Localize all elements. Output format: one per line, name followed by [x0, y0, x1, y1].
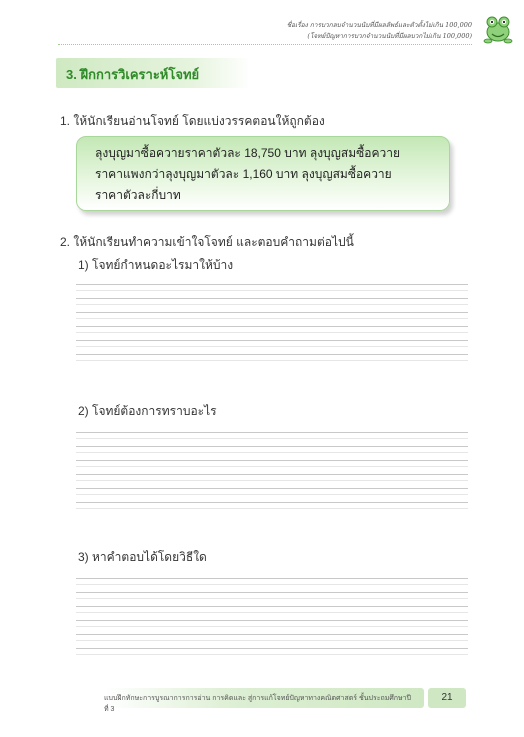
answer-line	[76, 634, 468, 635]
answer-line	[76, 438, 468, 439]
sub-question-2: 2) โจทย์ต้องการทราบอะไร	[78, 404, 217, 418]
answer-line	[76, 284, 468, 285]
sub-question-1: 1) โจทย์กำหนดอะไรมาให้บ้าง	[78, 258, 234, 272]
answer-line	[76, 332, 468, 333]
problem-line-2: ราคาแพงกว่าลุงบุญมาตัวละ 1,160 บาท ลุงบุญสมซื้อควาย	[95, 167, 392, 181]
answer-line	[76, 452, 468, 453]
answer-line	[76, 606, 468, 607]
problem-line-3: ราคาตัวละกี่บาท	[95, 188, 181, 202]
answer-lines-1[interactable]	[76, 284, 468, 364]
answer-line	[76, 648, 468, 649]
answer-line	[76, 626, 468, 627]
answer-lines-3[interactable]	[76, 578, 468, 658]
answer-line	[76, 488, 468, 489]
answer-line	[76, 298, 468, 299]
answer-line	[76, 446, 468, 447]
page-header	[287, 20, 472, 42]
question-1: 1. ให้นักเรียนอ่านโจทย์ โดยแบ่งวรรคตอนให้ถูกต้อง	[60, 114, 325, 128]
answer-line	[76, 578, 468, 579]
header-line-2: (โจทย์ปัญหาการบวกจำนวนนับที่มีผลบวกไม่เกิน 100,000)	[307, 32, 472, 40]
header-divider	[58, 44, 472, 45]
answer-line	[76, 584, 468, 585]
problem-text	[95, 143, 439, 206]
footer-text: แบบฝึกทักษะการบูรณาการการอ่าน การคิดและ สู่การแก้โจทย์ปัญหาทางคณิตศาสตร์ ชั้นประถมศึกษาปีที่ 3	[104, 695, 411, 713]
header-line-1: ชื่อเรื่อง การบวกลบจำนวนนับที่มีผลลัพธ์และตัวตั้งไม่เกิน 100,000	[286, 21, 472, 29]
problem-box	[76, 136, 450, 211]
answer-line	[76, 304, 468, 305]
answer-line	[76, 654, 468, 655]
answer-lines-2[interactable]	[76, 432, 468, 512]
question-2: 2. ให้นักเรียนทำความเข้าใจโจทย์ และตอบคำถามต่อไปนี้	[60, 235, 354, 249]
answer-line	[76, 432, 468, 433]
answer-line	[76, 494, 468, 495]
answer-line	[76, 474, 468, 475]
footer-bar	[104, 688, 424, 713]
answer-line	[76, 312, 468, 313]
answer-line	[76, 326, 468, 327]
answer-line	[76, 598, 468, 599]
frog-mascot-icon	[480, 12, 516, 46]
answer-line	[76, 290, 468, 291]
answer-line	[76, 508, 468, 509]
answer-line	[76, 346, 468, 347]
answer-line	[76, 612, 468, 613]
answer-line	[76, 640, 468, 641]
page-number: 21	[428, 688, 466, 708]
section-title: 3. ฝึกการวิเคราะห์โจทย์	[66, 67, 200, 82]
answer-line	[76, 592, 468, 593]
answer-line	[76, 480, 468, 481]
answer-line	[76, 354, 468, 355]
answer-line	[76, 460, 468, 461]
answer-line	[76, 340, 468, 341]
problem-line-1: ลุงบุญมาซื้อควายราคาตัวละ 18,750 บาท ลุงบุญสมซื้อควาย	[95, 146, 401, 160]
answer-line	[76, 502, 468, 503]
answer-line	[76, 360, 468, 361]
answer-line	[76, 620, 468, 621]
answer-line	[76, 466, 468, 467]
sub-question-3: 3) หาคำตอบได้โดยวิธีใด	[78, 550, 207, 564]
answer-line	[76, 318, 468, 319]
section-title-bar	[56, 58, 251, 88]
